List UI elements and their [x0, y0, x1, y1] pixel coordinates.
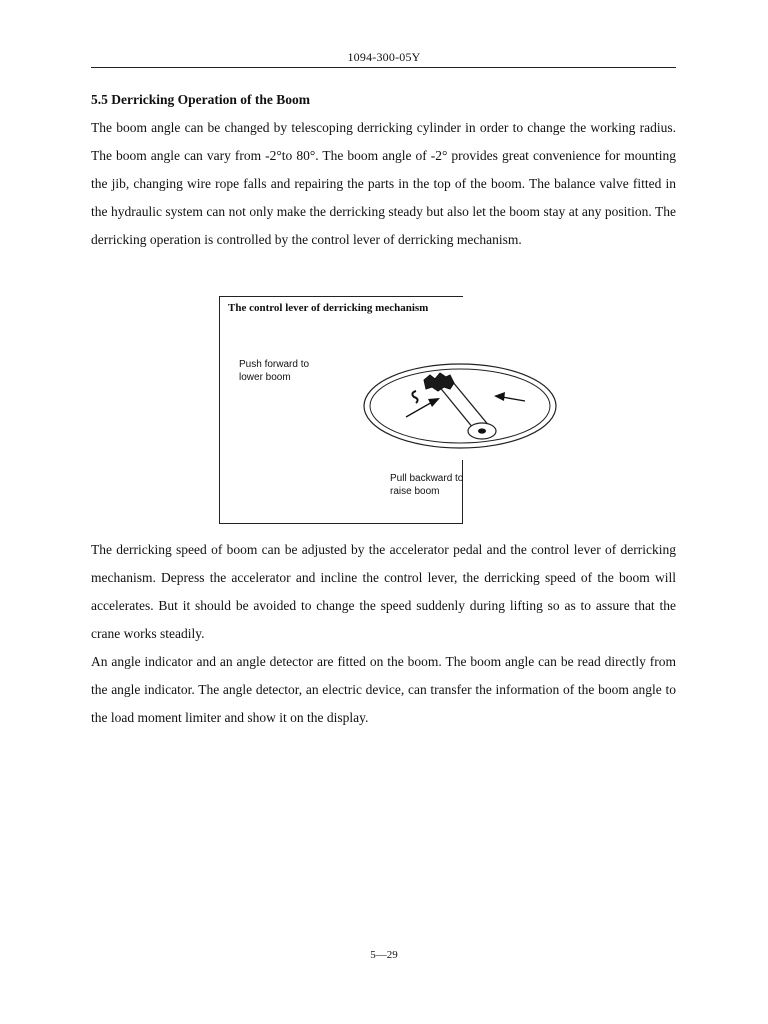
- push-forward-arrow-shaft: [406, 401, 434, 417]
- section-title: 5.5 Derricking Operation of the Boom: [91, 92, 310, 107]
- lever-handle-hook: [412, 391, 417, 403]
- paragraph-speed: The derricking speed of boom can be adjusted by the accelerator pedal and the control lever of derricking mechanism. Depress the accelerator and incline the control lever, the derricking speed of the boom will accelerates. But it should be avoided to change the speed suddenly during lifting so as to assure that the crane works steadily.: [91, 542, 676, 641]
- pull-backward-label: Pull backward to raise boom: [390, 473, 464, 497]
- control-lever-figure: [219, 296, 463, 524]
- push-forward-label: Push forward to lower boom: [239, 359, 310, 383]
- lever-handle: [424, 373, 454, 391]
- paragraph-angle-indicator: An angle indicator and an angle detector are fitted on the boom. The boom angle can be read directly from the angle indicator. The angle detector, an electric device, can transfer the information of the boom angle to the load moment limiter and show it on the display.: [91, 654, 676, 725]
- page-number: 5—29: [370, 949, 398, 961]
- lever-pivot-center: [478, 428, 486, 433]
- push-forward-arrow-head: [428, 398, 440, 407]
- pull-backward-arrow-shaft: [502, 397, 525, 401]
- document-code: 1094-300-05Y: [347, 50, 421, 64]
- figure-title: The control lever of derricking mechanism: [228, 302, 429, 314]
- control-lever-diagram-icon: [360, 361, 560, 471]
- pull-backward-arrow-head: [494, 392, 505, 401]
- header-rule: [91, 67, 676, 68]
- paragraph-intro: The boom angle can be changed by telescoping derricking cylinder in order to change the working radius. The boom angle can vary from -2°to 80°. The boom angle of -2° provides great convenience for mounting the jib, changing wire rope falls and repairing the parts in the top of the boom. The balance valve fitted in the hydraulic system can not only make the derricking steady but also let the boom stay at any position. The derricking operation is controlled by the control lever of derricking mechanism.: [91, 120, 676, 247]
